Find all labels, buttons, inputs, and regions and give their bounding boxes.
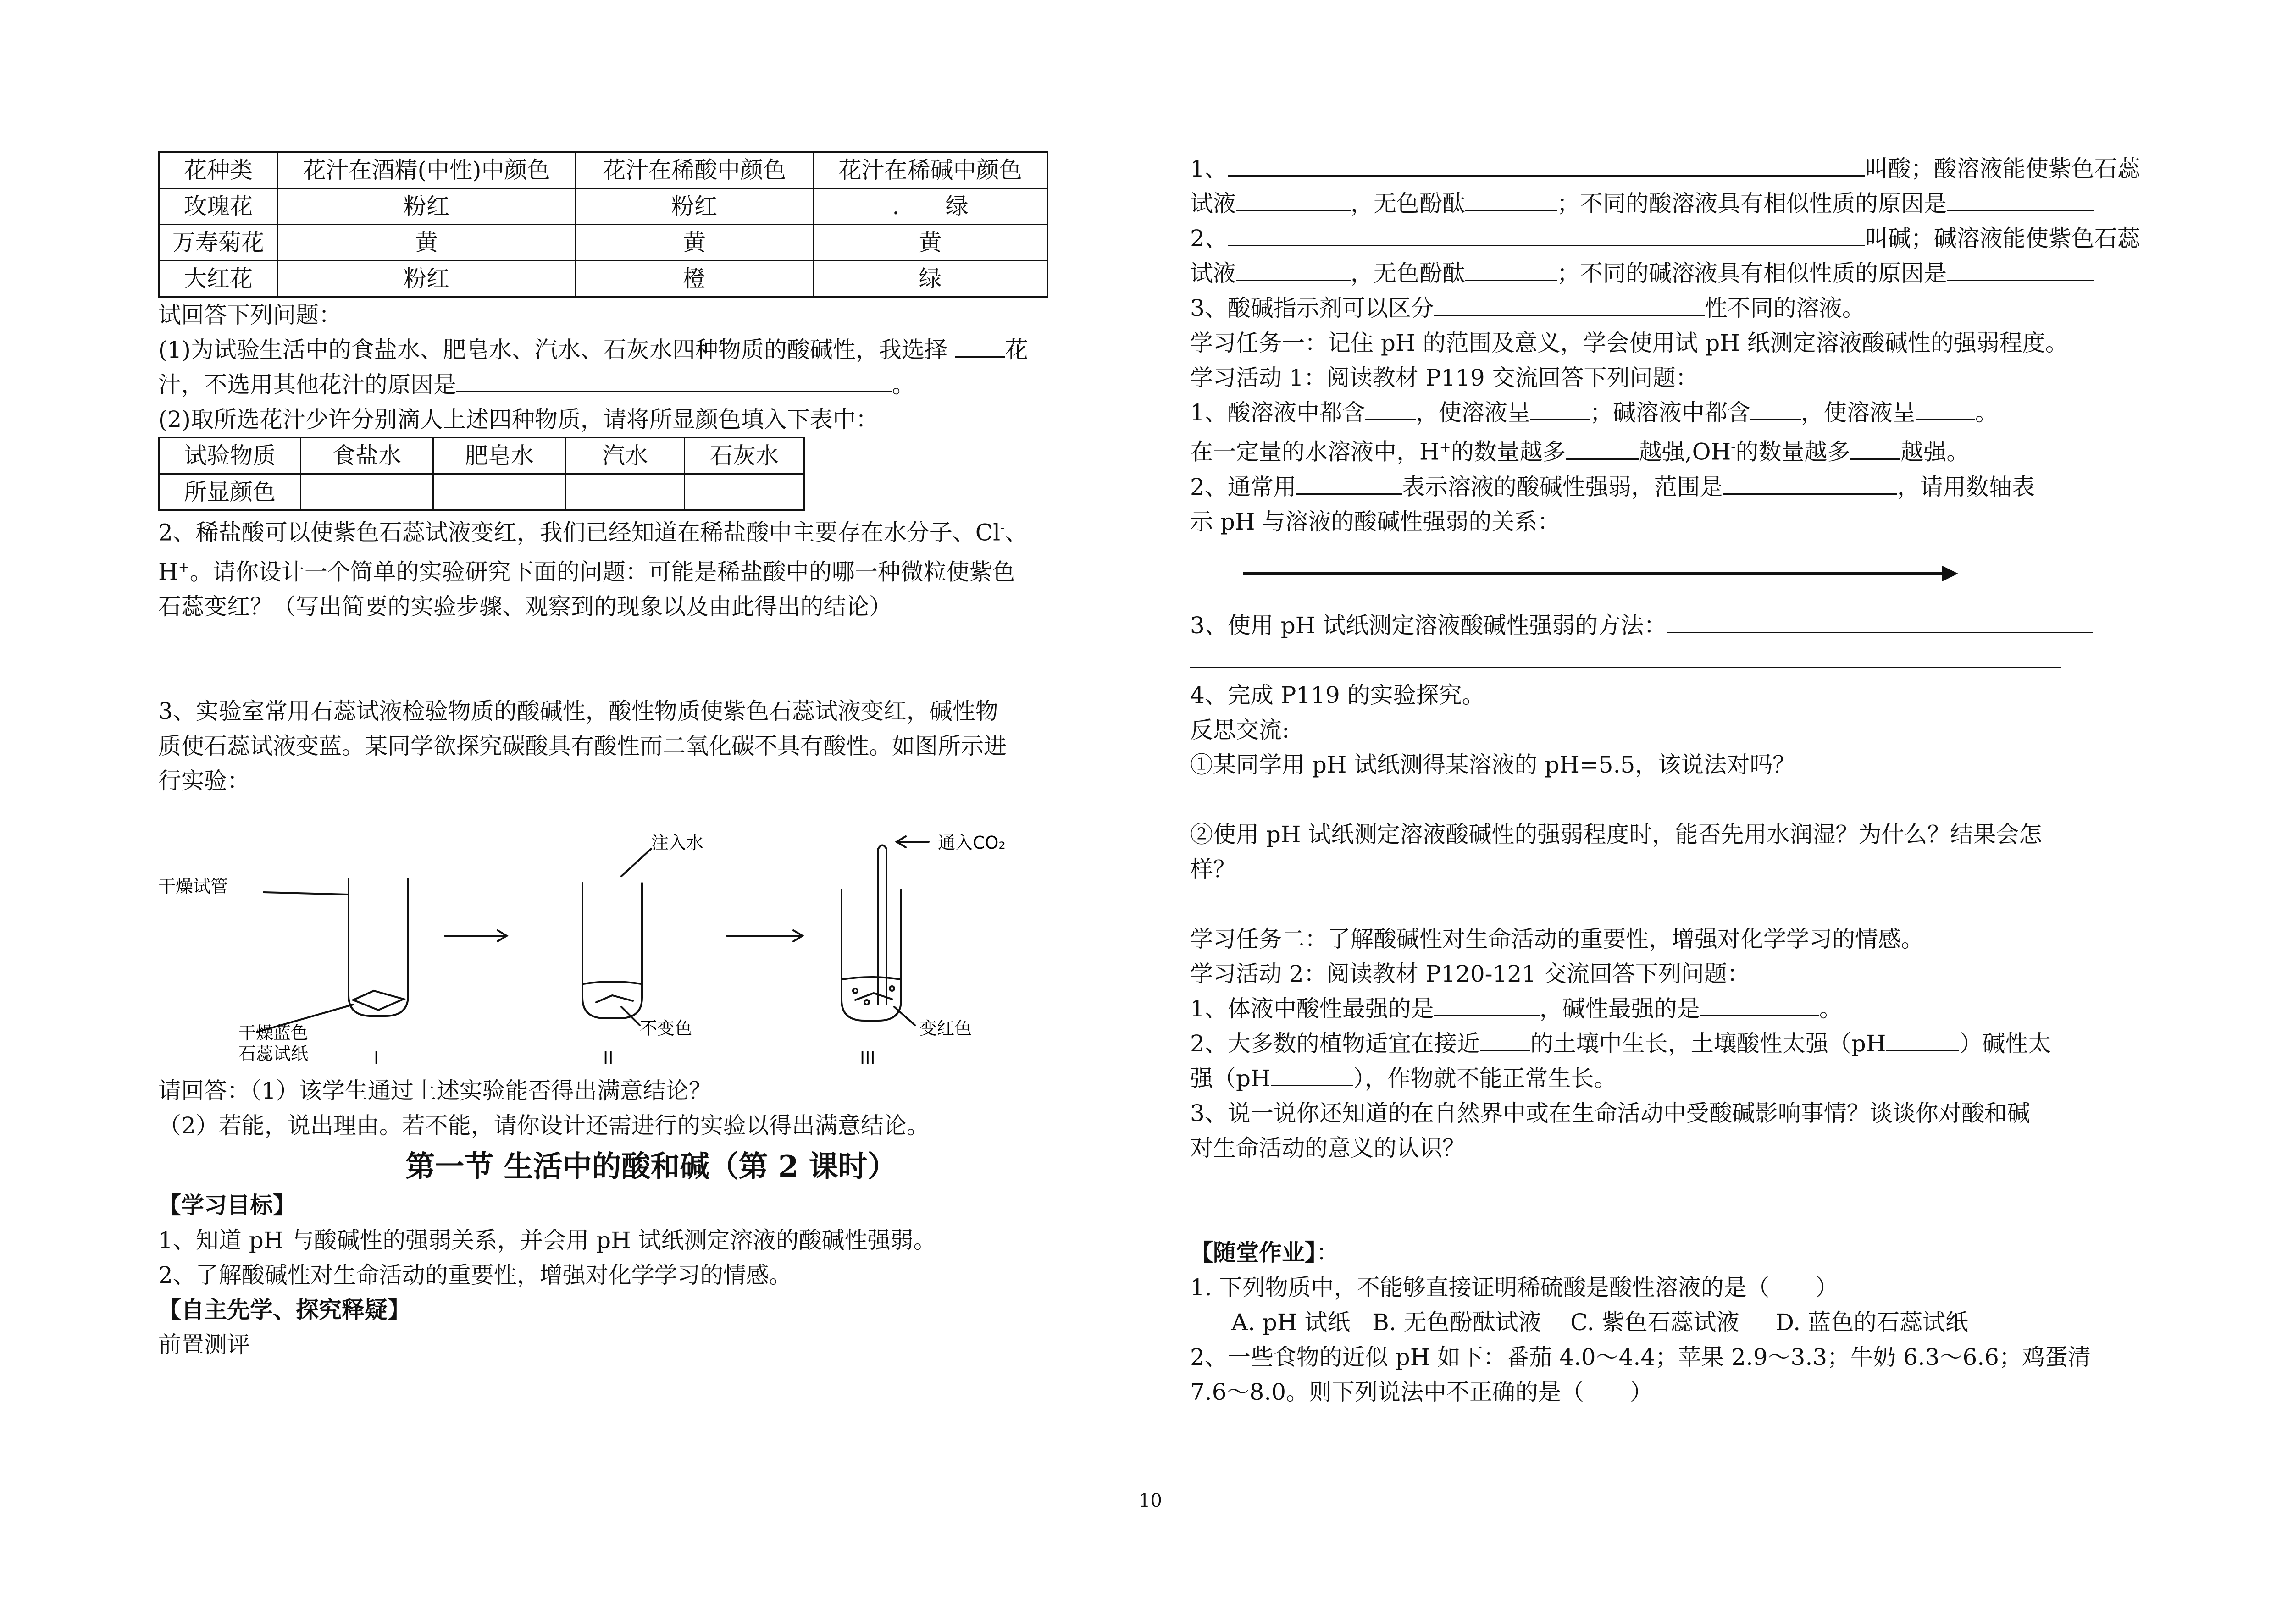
text: 强（pH (1190, 1065, 1271, 1092)
goal-2: 2、了解酸碱性对生命活动的重要性，增强对化学学习的情感。 (158, 1262, 792, 1289)
roman-label-3: III (860, 1048, 875, 1069)
text: 2、稀盐酸可以使紫色石蕊试液变红，我们已经知道在稀盐酸中主要存在水分子、Cl (158, 519, 1001, 546)
problem-2-line-1 (158, 511, 1144, 550)
label-dry-tube: 干燥试管 (158, 876, 228, 897)
text: 花 (1005, 337, 1028, 363)
text: 。 (1819, 995, 1842, 1022)
label-dry-paper-line-2: 石蕊试纸 (238, 1044, 309, 1064)
table-row (159, 188, 1047, 225)
table-cell: 黄 (814, 225, 1047, 261)
flower-color-table (158, 151, 1048, 298)
roman-label-2: II (603, 1048, 614, 1069)
text: 的土壤中生长，土壤酸性太强（pH (1530, 1030, 1886, 1057)
problem-3-line-1: 3、实验室常用石蕊试液检验物质的酸碱性，酸性物质使紫色石蕊试液变红，碱性物 (158, 698, 998, 725)
text: ： (1316, 1239, 1339, 1266)
text: ；不同的酸溶液具有相似性质的原因是 (1557, 190, 1947, 217)
self-study-heading: 【自主先学、探究释疑】 (158, 1296, 410, 1324)
superscript: + (1439, 439, 1451, 455)
review-1-line-2 (1190, 186, 2185, 221)
ph-number-axis[interactable] (1190, 539, 2185, 608)
homework-q1: 1. 下列物质中，不能够直接证明稀硫酸是酸性溶液的是（ ） (1190, 1274, 1839, 1301)
answer-cell[interactable] (301, 474, 433, 510)
task-2: 学习任务二：了解酸碱性对生命活动的重要性，增强对化学学习的情感。 (1190, 925, 1924, 952)
left-column (158, 151, 1144, 1362)
label-turn-red: 变红色 (919, 1018, 972, 1039)
activity-2-q2-line-2 (1190, 1061, 2185, 1096)
text: 2、 (1190, 225, 1228, 252)
question-intro: 试回答下列问题： (158, 302, 342, 328)
text: 在一定量的水溶液中，H (1190, 438, 1440, 465)
table-header-row (159, 152, 1047, 188)
text: 的数量越多 (1451, 438, 1566, 465)
answer-cell[interactable] (433, 474, 566, 510)
activity-1-q1 (1190, 395, 2185, 430)
review-2-line-1 (1190, 221, 2185, 256)
activity-2-q3-line-1: 3、说一说你还知道的在自然界中或在生命活动中受酸碱影响事情？谈谈你对酸和碱 (1190, 1099, 2030, 1127)
text: ，请用数轴表 (1897, 473, 2035, 500)
answer-blank[interactable] (1530, 399, 1590, 420)
text: 3、使用 pH 试纸测定溶液酸碱性强弱的方法： (1190, 612, 1667, 639)
label-dry-paper-line-1: 干燥蓝色 (238, 1023, 309, 1044)
activity-1-q2-line-2: 示 pH 与溶液的酸碱性强弱的关系： (1190, 508, 1561, 535)
table-cell: 玫瑰花 (159, 188, 278, 225)
text: 2、大多数的植物适宜在接近 (1190, 1030, 1480, 1057)
table-row (159, 474, 804, 510)
table-header-cell: 石灰水 (685, 438, 804, 474)
text: 性不同的溶液。 (1704, 295, 1865, 321)
label-inject-water: 注入水 (651, 833, 704, 853)
table-cell: 大红花 (159, 261, 278, 297)
answer-blank[interactable] (1750, 399, 1801, 420)
answer-blank[interactable] (1190, 646, 2061, 668)
answer-blank[interactable] (1434, 294, 1705, 316)
text: ，使溶液呈 (1415, 399, 1530, 426)
problem-2-line-2 (158, 550, 1144, 590)
answer-blank[interactable] (1465, 190, 1557, 211)
table-cell: 绿 (814, 261, 1047, 297)
text: 叫酸；酸溶液能使紫色石蕊 (1865, 155, 2140, 182)
table-cell: . 绿 (814, 188, 1047, 225)
table-cell: 所显颜色 (159, 474, 301, 510)
answer-blank[interactable] (1947, 190, 2094, 211)
activity-2-q2-line-1 (1190, 1026, 2185, 1061)
task-1: 学习任务一：记住 pH 的范围及意义，学会使用试 pH 纸测定溶液酸碱性的强弱程度。 (1190, 330, 2068, 356)
question-1-line-2 (158, 367, 1144, 402)
table-row (159, 261, 1047, 297)
answer-blank[interactable] (1850, 438, 1900, 460)
table-row (159, 225, 1047, 261)
text: 。请你设计一个简单的实验研究下面的问题：可能是稀盐酸中的哪一种微粒使紫色 (189, 558, 1015, 586)
text: 越强。 (1900, 438, 1970, 465)
answer-blank[interactable] (1700, 995, 1819, 1016)
activity-1: 学习活动 1：阅读教材 P119 交流回答下列问题： (1190, 365, 1699, 391)
text: ，无色酚酞 (1351, 190, 1465, 217)
goal-1: 1、知道 pH 与酸碱性的强弱关系，并会用 pH 试纸测定溶液的酸碱性强弱。 (158, 1227, 936, 1254)
question-2: (2)取所选花汁少许分别滴人上述四种物质，请将所显颜色填入下表中： (158, 406, 879, 433)
table-header-row (159, 438, 804, 474)
text: 3、酸碱指示剂可以区分 (1190, 295, 1434, 321)
table-header-cell: 食盐水 (301, 438, 433, 474)
color-result-table (158, 437, 805, 511)
text: H (158, 558, 178, 586)
activity-1-q3-line-2 (1190, 643, 2185, 678)
right-column (1190, 151, 2185, 1409)
answer-blank[interactable] (1228, 225, 1865, 246)
superscript: - (1731, 439, 1736, 455)
label-no-change: 不变色 (640, 1018, 692, 1039)
text: 越强,OH (1639, 438, 1731, 465)
homework-heading-line (1190, 1235, 2185, 1270)
homework-q2-line-2: 7.6～8.0。则下列说法中不正确的是（ ） (1190, 1378, 1653, 1405)
table-cell: 黄 (576, 225, 814, 261)
answer-cell[interactable] (685, 474, 804, 510)
answer-blank[interactable] (1916, 399, 1975, 420)
text: 。 (892, 371, 915, 398)
text: ），作物就不能正常生长。 (1353, 1065, 1617, 1092)
answer-blank[interactable] (955, 336, 1005, 358)
text: ，无色酚酞 (1351, 260, 1465, 287)
table-cell: 粉红 (278, 188, 576, 225)
answer-blank[interactable] (1480, 1030, 1530, 1051)
answer-space[interactable] (1190, 782, 2185, 817)
text: 试液 (1190, 190, 1236, 217)
text: 1、酸溶液中都含 (1190, 399, 1365, 426)
answer-blank[interactable] (1236, 190, 1351, 211)
reflection-q2-line-1: ②使用 pH 试纸测定溶液酸碱性的强弱程度时，能否先用水润湿？为什么？结果会怎 (1190, 821, 2042, 848)
homework-q2-line-1: 2、一些食物的近似 pH 如下：番茄 4.0～4.4；苹果 2.9～3.3；牛奶 6.3～6.6；鸡蛋清 (1190, 1343, 2091, 1370)
text: (1)为试验生活中的食盐水、肥皂水、汽水、石灰水四种物质的酸碱性，我选择 (158, 337, 947, 363)
reflection-q2-line-2: 样？ (1190, 856, 1236, 883)
text: ，碱性最强的是 (1539, 995, 1700, 1022)
table-header-cell: 花汁在稀酸中颜色 (576, 152, 814, 188)
review-2-line-2 (1190, 256, 2185, 291)
table-header-cell: 肥皂水 (433, 438, 566, 474)
problem-3-line-3: 行实验： (158, 768, 250, 795)
answer-blank[interactable] (1667, 612, 2093, 633)
problem-3-line-2: 质使石蕊试液变蓝。某同学欲探究碳酸具有酸性而二氧化碳不具有酸性。如图所示进 (158, 733, 1007, 760)
text: 。 (1975, 399, 1998, 426)
ask-1: 请回答：（1）该学生通过上述实验能否得出满意结论？ (158, 1077, 712, 1105)
roman-label-1: I (374, 1048, 379, 1069)
text: ；碱溶液中都含 (1590, 399, 1750, 426)
text: 1、 (1190, 155, 1228, 182)
table-cell: 橙 (576, 261, 814, 297)
activity-2-q3-line-2: 对生命活动的意义的认识？ (1190, 1134, 1465, 1161)
table-header-cell: 花汁在稀碱中颜色 (814, 152, 1047, 188)
problem-2-line-3: 石蕊变红？（写出简要的实验步骤、观察到的现象以及由此得出的结论） (158, 593, 892, 620)
reflection-heading: 反思交流: (1190, 716, 1290, 743)
text: 2、通常用 (1190, 473, 1296, 500)
activity-2: 学习活动 2：阅读教材 P120-121 交流回答下列问题： (1190, 960, 1750, 987)
homework-heading: 【随堂作业】 (1190, 1238, 1316, 1266)
table-header-cell: 试验物质 (159, 438, 301, 474)
table-cell: 万寿菊花 (159, 225, 278, 261)
answer-blank[interactable] (1236, 260, 1351, 281)
review-3 (1190, 291, 2185, 326)
answer-blank[interactable] (1365, 399, 1416, 420)
review-1-line-1 (1190, 151, 2185, 186)
text: 表示溶液的酸碱性强弱，范围是 (1401, 473, 1723, 500)
table-header-cell: 花种类 (159, 152, 278, 188)
page-number: 10 (1139, 1490, 1162, 1511)
activity-1-q1-detail (1190, 430, 2185, 470)
label-co2: 通入CO₂ (938, 833, 1006, 853)
text: ；不同的碱溶液具有相似性质的原因是 (1557, 260, 1947, 287)
answer-space[interactable] (1190, 1166, 2185, 1235)
pretest-label: 前置测评 (158, 1331, 250, 1359)
text: ）碱性太 (1959, 1030, 2051, 1057)
table-header-cell: 花汁在酒精(中性)中颜色 (278, 152, 576, 188)
question-1-line-1 (158, 332, 1144, 367)
activity-1-q3 (1190, 608, 2185, 643)
table-cell: 黄 (278, 225, 576, 261)
ask-2: （2）若能，说出理由。若不能，请你设计还需进行的实验以得出满意结论。 (158, 1112, 930, 1139)
goals-heading: 【学习目标】 (158, 1192, 296, 1219)
homework-q1-options: A. pH 试纸 B. 无色酚酞试液 C. 紫色石蕊试液 D. 蓝色的石蕊试纸 (1231, 1309, 1969, 1336)
superscript: + (178, 559, 190, 575)
table-cell: 粉红 (278, 261, 576, 297)
text: 、 (1005, 519, 1028, 546)
text: 的数量越多 (1735, 438, 1850, 465)
activity-1-q4: 4、完成 P119 的实验探究。 (1190, 681, 1485, 708)
answer-blank[interactable] (1723, 473, 1897, 495)
answer-blank[interactable] (1228, 155, 1865, 177)
answer-blank[interactable] (1434, 995, 1540, 1016)
text: 1、体液中酸性最强的是 (1190, 995, 1434, 1022)
table-header-cell: 汽水 (566, 438, 685, 474)
answer-blank[interactable] (1566, 438, 1639, 460)
experiment-figure (158, 798, 1144, 1073)
answer-blank[interactable] (1271, 1065, 1353, 1086)
activity-1-q2-line-1 (1190, 470, 2185, 504)
text: 试液 (1190, 260, 1236, 287)
text: ，使溶液呈 (1800, 399, 1916, 426)
answer-blank[interactable] (1886, 1030, 1959, 1051)
answer-blank[interactable] (1947, 260, 2094, 281)
superscript: - (1000, 520, 1005, 536)
answer-space[interactable] (1190, 887, 2185, 922)
text: 叫碱；碱溶液能使紫色石蕊 (1865, 225, 2140, 252)
section-title: 第一节 生活中的酸和碱（第 2 课时） (405, 1149, 897, 1184)
activity-2-q1 (1190, 991, 2185, 1026)
answer-blank[interactable] (1296, 473, 1402, 495)
answer-blank[interactable] (456, 371, 892, 392)
answer-blank[interactable] (1465, 260, 1557, 281)
table-cell: 粉红 (576, 188, 814, 225)
reflection-q1: ①某同学用 pH 试纸测得某溶液的 pH=5.5，该说法对吗？ (1190, 751, 1796, 778)
text: 汁，不选用其他花汁的原因是 (158, 371, 456, 398)
answer-cell[interactable] (566, 474, 685, 510)
answer-space[interactable] (158, 624, 1144, 694)
